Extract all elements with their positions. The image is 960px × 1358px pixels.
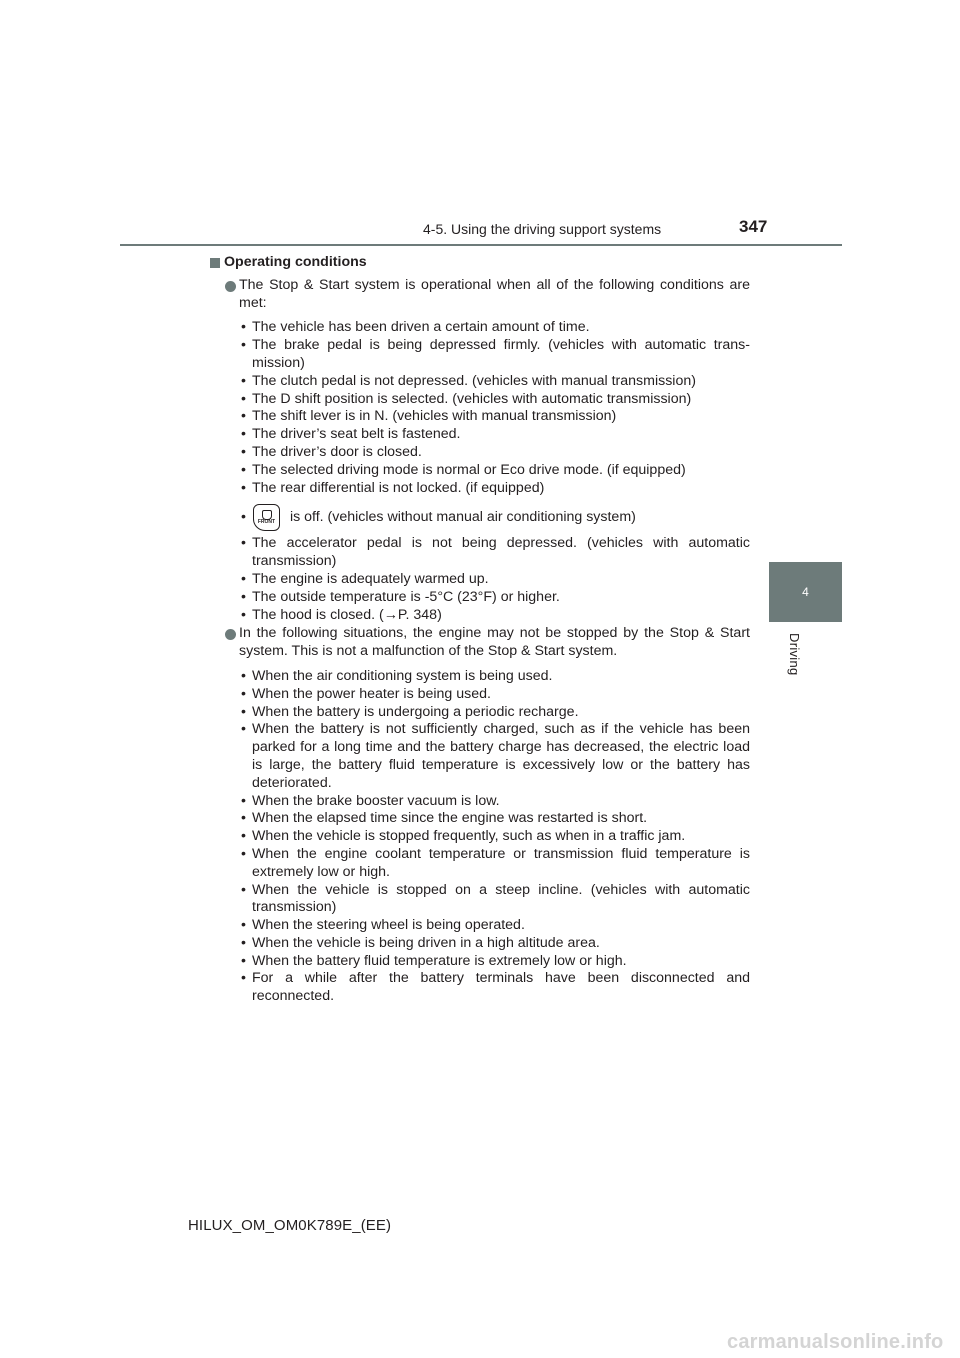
list-item-text: The accelerator pedal is not being depressed. (vehicles with automatic transmission) (252, 535, 750, 570)
situation-point (210, 625, 750, 661)
list-item-text: The engine is adequately warmed up. (252, 570, 489, 587)
list-item-text: The hood is closed. (→P. 348) (252, 606, 442, 623)
chapter-tab (769, 562, 842, 622)
list-item: • When the power heater is being used. (241, 685, 491, 702)
list-item-text: The outside temperature is -5°C (23°F) or higher. (252, 588, 560, 605)
section-title: 4-5. Using the driving support systems (423, 221, 662, 237)
page-number: 347 (739, 217, 768, 236)
header-rule (120, 244, 842, 246)
front-defogger-icon (253, 504, 280, 531)
list-item-text: When the engine coolant temperature or transmission fluid temperature is extremely low or high. (252, 845, 750, 880)
list-item: • When the vehicle is stopped on a steep incline. (vehicles with automatic transmission) (241, 881, 750, 916)
page-content (210, 254, 750, 1006)
condition-point (210, 277, 750, 313)
list-item-text: The vehicle has been driven a certain amount of time. (252, 319, 590, 336)
list-item-text: For a while after the battery terminals have been disconnected and reconnected. (252, 970, 750, 1005)
list-item: • The driver’s seat belt is fastened. (241, 426, 461, 443)
document-code: HILUX_OM_OM0K789E_(EE) (188, 1217, 392, 1234)
list-item-text: The D shift position is selected. (vehicles with automatic transmission) (252, 390, 692, 407)
heading-text: Operating conditions (224, 254, 367, 270)
list-item-text: is off. (vehicles without manual air conditioning system) (289, 509, 636, 526)
section-heading (210, 254, 750, 272)
list-item: • The hood is closed. (→P. 348) (241, 606, 442, 623)
watermark-link[interactable]: carmanualsonline.info (727, 1331, 944, 1353)
situations-list (210, 668, 750, 1006)
list-item: • The vehicle has been driven a certain amount of time. (241, 319, 590, 336)
list-item-text: When the air conditioning system is being used. (252, 667, 553, 684)
list-item-text: When the steering wheel is being operated. (252, 917, 525, 934)
list-item-text: When the vehicle is being driven in a high altitude area. (252, 934, 600, 951)
list-item: • The shift lever is in N. (vehicles with manual transmission) (241, 408, 617, 425)
square-bullet-icon (210, 258, 220, 268)
chapter-label-text: Driving (787, 633, 802, 676)
list-item: • When the vehicle is stopped frequently, such as when in a traffic jam. (241, 828, 686, 845)
list-item: • The accelerator pedal is not being depressed. (vehicles with automatic transmission) (241, 535, 750, 570)
list-item: • When the vehicle is being driven in a high altitude area. (241, 934, 600, 951)
list-item: • When the elapsed time since the engine was restarted is short. (241, 810, 648, 827)
circle-bullet-icon (225, 281, 236, 292)
circle-bullet-icon (225, 629, 236, 640)
list-item: • For a while after the battery terminals have been disconnected and reconnected. (241, 970, 750, 1005)
list-item-with-icon: • FRONT is off. (vehicles without manual air conditioning system) (210, 503, 750, 531)
list-item-text: The driver’s seat belt is fastened. (252, 426, 461, 443)
list-item: • The brake pedal is being depressed firmly. (vehicles with automatic trans-mission) (241, 337, 750, 371)
list-item: • The engine is adequately warmed up. (241, 570, 489, 587)
list-item-text: The driver’s door is closed. (252, 443, 422, 460)
icon-label: FRONT (257, 519, 276, 526)
list-item-text: The shift lever is in N. (vehicles with manual transmission) (252, 408, 617, 425)
list-item-text: When the vehicle is stopped frequently, such as when in a traffic jam. (252, 828, 686, 845)
point-text: In the following situations, the engine may not be stopped by the Stop & Start system. This is not a malfunction of the Stop & Start system. (239, 625, 750, 660)
list-item-text: When the vehicle is stopped on a steep incline. (vehicles with automatic transmission) (252, 881, 750, 916)
list-item-text: The selected driving mode is normal or Eco drive mode. (if equipped) (252, 461, 686, 478)
list-item-text: The brake pedal is being depressed firmly. (vehicles with automatic trans-mission) (252, 337, 750, 371)
list-item: • The driver’s door is closed. (241, 443, 422, 460)
list-item-text: When the power heater is being used. (252, 685, 491, 702)
list-item-text: The rear differential is not locked. (if equipped) (252, 479, 545, 496)
list-item: • The rear differential is not locked. (if equipped) (241, 479, 545, 496)
list-item: • The outside temperature is -5°C (23°F) or higher. (241, 588, 560, 605)
list-item: • When the battery is not sufficiently charged, such as if the vehicle has been parked for a long time and the battery charge has decreased, the electric load is large, the battery fluid temperature is excessively low or the battery has deteriorated. (241, 721, 750, 791)
conditions-list (210, 319, 750, 624)
list-item-text: When the battery fluid temperature is extremely low or high. (252, 952, 627, 969)
chapter-label (786, 633, 826, 693)
list-item: • When the engine coolant temperature or transmission fluid temperature is extremely low or high. (241, 845, 750, 880)
list-item: • The selected driving mode is normal or Eco drive mode. (if equipped) (241, 461, 686, 478)
list-item: • When the air conditioning system is being used. (241, 667, 553, 684)
point-text: The Stop & Start system is operational when all of the following conditions are met: (239, 276, 750, 311)
list-item: • When the brake booster vacuum is low. (241, 792, 500, 809)
list-item: • The D shift position is selected. (vehicles with automatic transmission) (241, 390, 692, 407)
list-item: • When the battery is undergoing a periodic recharge. (241, 703, 579, 720)
list-item: • When the steering wheel is being operated. (241, 917, 525, 934)
list-item: • When the battery fluid temperature is extremely low or high. (241, 952, 627, 969)
list-item-text: When the battery is not sufficiently charged, such as if the vehicle has been parked for a long time and the battery charge has decreased, the electric load is large, the battery fluid temperature is excessively low or the battery has deteriorated. (252, 721, 750, 791)
list-item-text: When the brake booster vacuum is low. (252, 792, 500, 809)
list-item-text: When the elapsed time since the engine was restarted is short. (252, 810, 648, 827)
list-item-text: The clutch pedal is not depressed. (vehicles with manual transmission) (252, 372, 696, 389)
page-header (0, 0, 960, 250)
list-item: • The clutch pedal is not depressed. (vehicles with manual transmission) (241, 372, 696, 389)
chapter-number: 4 (802, 585, 809, 599)
list-item-text: When the battery is undergoing a periodic recharge. (252, 703, 579, 720)
